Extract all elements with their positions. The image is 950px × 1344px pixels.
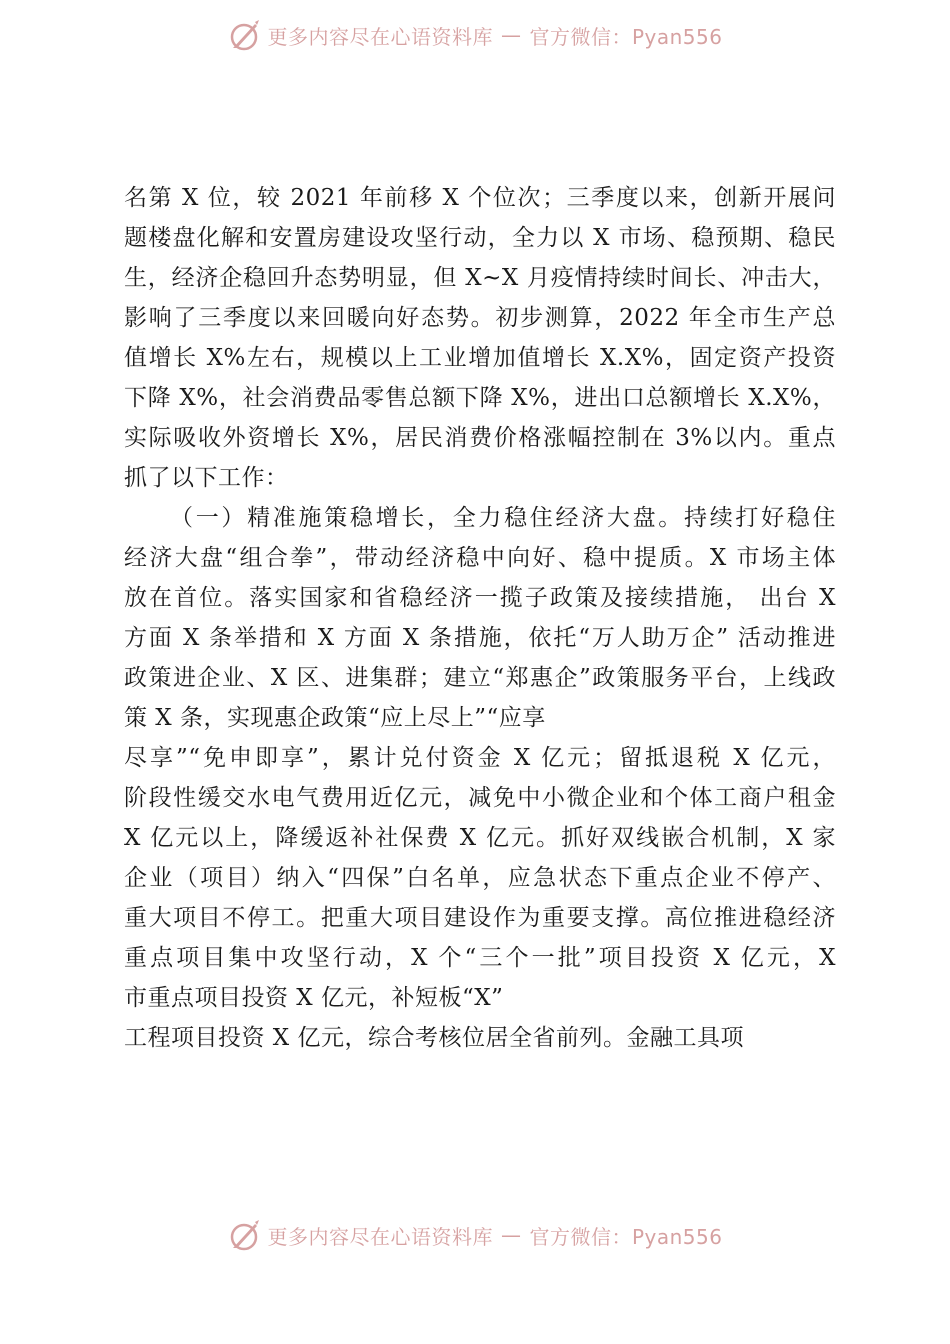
watermark-separator: — xyxy=(500,1223,522,1247)
quill-logo-icon xyxy=(227,1218,261,1252)
body-line: 影响了三季度以来回暖向好态势。初步测算，2022 年全市生产总 xyxy=(124,305,836,331)
body-line: 方面 X 条举措和 X 方面 X 条措施，依托“万人助万企” 活动推进 xyxy=(124,625,836,651)
section-heading-line: （一）精准施策稳增长，全力稳住经济大盘。持续打好稳住 xyxy=(170,505,836,531)
body-line: 经济大盘“组合拳”，带动经济稳中向好、稳中提质。X 市场主体 xyxy=(124,545,836,571)
watermark-contact: 官方微信：Pyan556 xyxy=(529,24,723,49)
body-line: 题楼盘化解和安置房建设攻坚行动，全力以 X 市场、稳预期、稳民 xyxy=(124,225,836,251)
body-line: 生，经济企稳回升态势明显，但 X~X 月疫情持续时间长、冲击大， xyxy=(124,265,836,291)
document-body xyxy=(124,178,836,1058)
body-line: 策 X 条，实现惠企政策“应上尽上”“应享 xyxy=(124,705,546,731)
header-watermark xyxy=(0,18,950,52)
body-line: 工程项目投资 X 亿元，综合考核位居全省前列。金融工具项 xyxy=(124,1025,744,1051)
watermark-brand: 更多内容尽在心语资料库 xyxy=(267,24,493,49)
body-line: 企业（项目）纳入“四保”白名单，应急状态下重点企业不停产、 xyxy=(124,865,836,891)
watermark-contact: 官方微信：Pyan556 xyxy=(529,1224,723,1249)
body-line: 市重点项目投资 X 亿元，补短板“X” xyxy=(124,985,504,1011)
watermark-brand: 更多内容尽在心语资料库 xyxy=(267,1224,493,1249)
body-line: 尽享”“免申即享”，累计兑付资金 X 亿元；留抵退税 X 亿元， xyxy=(124,745,836,771)
body-line: 政策进企业、X 区、进集群；建立“郑惠企”政策服务平台，上线政 xyxy=(124,665,836,691)
body-line: 实际吸收外资增长 X%，居民消费价格涨幅控制在 3%以内。重点 xyxy=(124,425,836,451)
body-line: 名第 X 位，较 2021 年前移 X 个位次；三季度以来，创新开展问 xyxy=(124,185,836,211)
body-line: 重点项目集中攻坚行动，X 个“三个一批”项目投资 X 亿元，X xyxy=(124,945,836,971)
body-line: 下降 X%，社会消费品零售总额下降 X%，进出口总额增长 X.X%， xyxy=(124,385,836,411)
body-line: X 亿元以上，降缓返补社保费 X 亿元。抓好双线嵌合机制，X 家 xyxy=(124,825,836,851)
body-line: 阶段性缓交水电气费用近亿元，减免中小微企业和个体工商户租金 xyxy=(124,785,836,811)
footer-watermark xyxy=(0,1218,950,1252)
body-line: 放在首位。落实国家和省稳经济一揽子政策及接续措施， 出台 X xyxy=(124,585,836,611)
body-line: 重大项目不停工。把重大项目建设作为重要支撑。高位推进稳经济 xyxy=(124,905,836,931)
watermark-separator: — xyxy=(500,23,522,47)
body-line: 抓了以下工作： xyxy=(124,465,289,491)
quill-logo-icon xyxy=(227,18,261,52)
body-line: 值增长 X%左右，规模以上工业增加值增长 X.X%，固定资产投资 xyxy=(124,345,836,371)
